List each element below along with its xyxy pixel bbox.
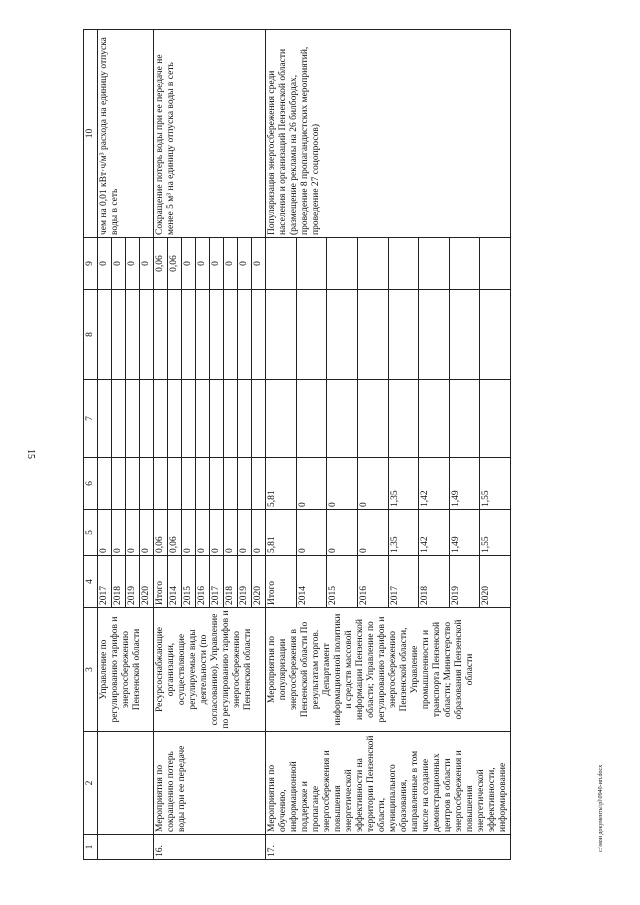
value-col5: 0 — [238, 510, 252, 556]
rotated-page-content — [83, 30, 601, 860]
value-col9: 0 — [140, 238, 154, 290]
year-cell: 2017 — [388, 556, 419, 608]
value-col8 — [480, 290, 511, 380]
value-col9: 0 — [98, 238, 112, 290]
value-col8 — [98, 290, 112, 380]
value-col5: 0 — [98, 510, 112, 556]
value-col5: 0,06 — [168, 510, 182, 556]
value-col8 — [449, 290, 480, 380]
value-col6: 1,42 — [419, 458, 450, 510]
year-cell: 2020 — [252, 556, 266, 608]
measures-table — [83, 29, 511, 860]
measure-indicator: Сокращение потерь воды при ее передаче не менее 5 м³ на единицу отпуска воды в сеть — [154, 30, 266, 238]
table-row — [154, 30, 168, 860]
year-cell: 2014 — [168, 556, 182, 608]
header-cell: 1 — [84, 835, 98, 860]
year-cell: 2020 — [480, 556, 511, 608]
value-col9: 0 — [182, 238, 196, 290]
value-col6 — [224, 458, 238, 510]
header-cell: 4 — [84, 556, 98, 608]
value-col5: 0 — [357, 510, 388, 556]
measure-number: 17. — [266, 835, 511, 860]
value-col6 — [154, 458, 168, 510]
year-cell: 2015 — [182, 556, 196, 608]
value-col8 — [126, 290, 140, 380]
value-col6: 5,81 — [266, 458, 297, 510]
value-col9 — [296, 238, 327, 290]
value-col5: 1,49 — [449, 510, 480, 556]
measure-number: 16. — [154, 835, 266, 860]
value-col9: 0 — [210, 238, 224, 290]
value-col7 — [140, 380, 154, 458]
header-cell: 10 — [84, 30, 98, 238]
value-col9 — [419, 238, 450, 290]
page-number: 15 — [25, 449, 36, 459]
header-cell: 6 — [84, 458, 98, 510]
value-col6 — [210, 458, 224, 510]
year-cell: 2019 — [449, 556, 480, 608]
value-col7 — [388, 380, 419, 458]
year-cell: 2020 — [140, 556, 154, 608]
value-col5: 0 — [140, 510, 154, 556]
header-cell: 9 — [84, 238, 98, 290]
value-col9: 0,06 — [154, 238, 168, 290]
value-col5: 0 — [327, 510, 358, 556]
header-row — [84, 30, 98, 860]
value-col6: 1,49 — [449, 458, 480, 510]
value-col5: 0 — [182, 510, 196, 556]
value-col7 — [449, 380, 480, 458]
measure-name — [98, 732, 154, 835]
value-col6: 1,35 — [388, 458, 419, 510]
value-col6 — [98, 458, 112, 510]
value-col7 — [126, 380, 140, 458]
year-cell: 2016 — [357, 556, 388, 608]
year-cell: Итого — [154, 556, 168, 608]
year-cell: 2017 — [98, 556, 112, 608]
header-cell: 5 — [84, 510, 98, 556]
header-cell: 2 — [84, 732, 98, 835]
value-col8 — [154, 290, 168, 380]
value-col5: 0 — [126, 510, 140, 556]
footer-file-path: c:\мои документы\pl\0940-ип.docx — [598, 764, 604, 852]
value-col5: 0,06 — [154, 510, 168, 556]
value-col8 — [252, 290, 266, 380]
measure-number — [98, 835, 154, 860]
value-col9: 0 — [224, 238, 238, 290]
value-col7 — [357, 380, 388, 458]
value-col8 — [388, 290, 419, 380]
measure-indicator: Популяризация энергосбережения среди населения и организаций Пензенской области (размещение рекламы на 26 билбордах, проведение 8 пропагандистских мероприятий, проведение 27 соцопросов) — [266, 30, 511, 238]
value-col9: 0 — [238, 238, 252, 290]
value-col7 — [210, 380, 224, 458]
value-col8 — [196, 290, 210, 380]
value-col5: 1,55 — [480, 510, 511, 556]
header-cell: 7 — [84, 380, 98, 458]
value-col6 — [252, 458, 266, 510]
value-col5: 0 — [196, 510, 210, 556]
value-col6 — [238, 458, 252, 510]
value-col9: 0 — [112, 238, 126, 290]
value-col8 — [327, 290, 358, 380]
value-col9: 0 — [126, 238, 140, 290]
year-cell: 2015 — [327, 556, 358, 608]
value-col6: 0 — [296, 458, 327, 510]
year-cell: Итого — [266, 556, 297, 608]
value-col7 — [327, 380, 358, 458]
value-col8 — [419, 290, 450, 380]
value-col7 — [238, 380, 252, 458]
value-col9 — [266, 238, 297, 290]
value-col7 — [196, 380, 210, 458]
value-col5: 5,81 — [266, 510, 297, 556]
value-col6: 0 — [327, 458, 358, 510]
value-col6: 0 — [357, 458, 388, 510]
value-col9 — [480, 238, 511, 290]
measure-executor: Ресурсоснабжающие организации, осуществляющие регулируемые виды деятельности (по согласованию), Управление по регулированию тарифов и энергосбережению Пензенской области — [154, 608, 266, 732]
value-col5: 0 — [296, 510, 327, 556]
value-col8 — [357, 290, 388, 380]
value-col8 — [140, 290, 154, 380]
table-row — [266, 30, 297, 860]
value-col7 — [182, 380, 196, 458]
value-col9: 0 — [252, 238, 266, 290]
measure-indicator: чем на 0,01 кВт·ч/м³ расхода на единицу отпуска воды в сеть — [98, 30, 154, 238]
year-cell: 2016 — [196, 556, 210, 608]
value-col6 — [196, 458, 210, 510]
year-cell: 2018 — [224, 556, 238, 608]
value-col7 — [154, 380, 168, 458]
year-cell: 2018 — [112, 556, 126, 608]
value-col8 — [182, 290, 196, 380]
value-col8 — [296, 290, 327, 380]
table-row — [98, 30, 112, 860]
value-col7 — [98, 380, 112, 458]
value-col6: 1,55 — [480, 458, 511, 510]
value-col8 — [238, 290, 252, 380]
value-col8 — [266, 290, 297, 380]
header-cell: 3 — [84, 608, 98, 732]
value-col6 — [168, 458, 182, 510]
value-col7 — [168, 380, 182, 458]
value-col9 — [327, 238, 358, 290]
value-col7 — [419, 380, 450, 458]
value-col5: 0 — [112, 510, 126, 556]
value-col7 — [480, 380, 511, 458]
value-col9 — [449, 238, 480, 290]
value-col9 — [357, 238, 388, 290]
year-cell: 2018 — [419, 556, 450, 608]
measure-executor: Управление по регулированию тарифов и энергосбережению Пензенской области — [98, 608, 154, 732]
value-col7 — [252, 380, 266, 458]
value-col6 — [140, 458, 154, 510]
value-col5: 0 — [210, 510, 224, 556]
year-cell: 2017 — [210, 556, 224, 608]
value-col7 — [266, 380, 297, 458]
value-col8 — [112, 290, 126, 380]
measure-executor: Мероприятия по популяризации энергосбережения в Пензенской области По результатам торгов. Департамент информационной политики и средств массовой информации Пензенской области; Управление по регулированию тарифов и энергосбережению Пензенской области, Управление промышленности и транспорта Пензенской области; Министерство образования Пензенской области — [266, 608, 511, 732]
header-cell: 8 — [84, 290, 98, 380]
value-col8 — [168, 290, 182, 380]
value-col6 — [182, 458, 196, 510]
value-col9 — [388, 238, 419, 290]
measure-name: Мероприятия по обучению, информационной поддержке и пропаганде энергосбережения и повышения энергетической эффективности на территории Пензенской области, муниципального образования, направленные в том числе на создание демонстрационных центров в области энергосбережения и повышения энергетической эффективности, информирование — [266, 732, 511, 835]
value-col5: 1,35 — [388, 510, 419, 556]
year-cell: 2019 — [126, 556, 140, 608]
value-col8 — [224, 290, 238, 380]
value-col7 — [112, 380, 126, 458]
year-cell: 2019 — [238, 556, 252, 608]
measure-name: Мероприятия по сокращению потерь воды при ее передаче — [154, 732, 266, 835]
year-cell: 2014 — [296, 556, 327, 608]
value-col5: 1,42 — [419, 510, 450, 556]
value-col5: 0 — [252, 510, 266, 556]
value-col6 — [126, 458, 140, 510]
value-col7 — [296, 380, 327, 458]
value-col5: 0 — [224, 510, 238, 556]
value-col9: 0 — [196, 238, 210, 290]
value-col6 — [112, 458, 126, 510]
value-col8 — [210, 290, 224, 380]
value-col7 — [224, 380, 238, 458]
value-col9: 0,06 — [168, 238, 182, 290]
